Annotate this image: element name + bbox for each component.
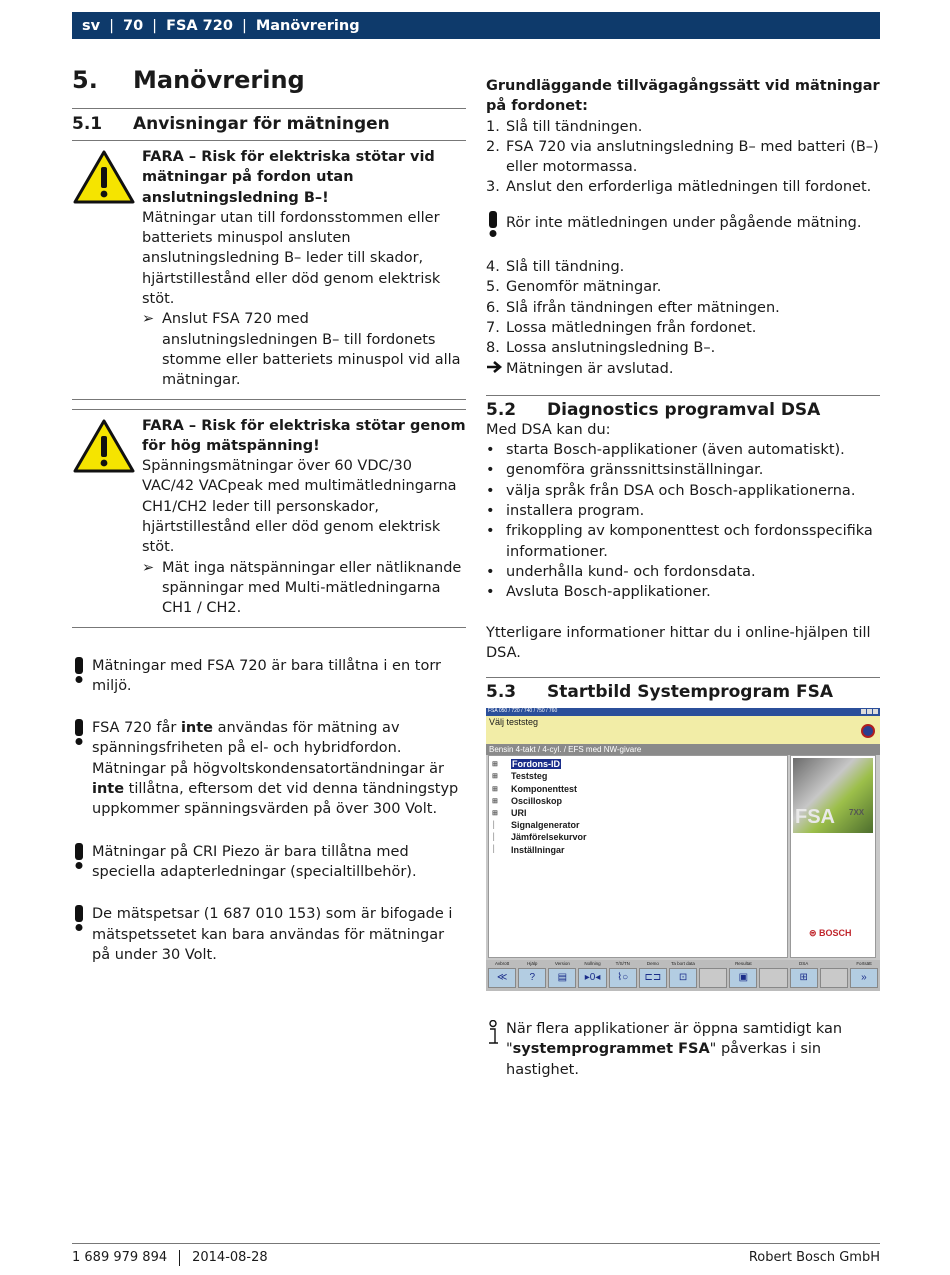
step-text: Genomför mätningar. [506,279,662,296]
danger-body: Spänningsmätningar över 60 VDC/30 VAC/42 VACpeak med multimätledningarna CH1/CH2 leder till personskador, hjärtstillestånd eller död genom elektrisk stöt. [142,458,457,556]
tree-item-label: Oscilloskop [511,795,563,806]
danger-action-text: Mät inga nätspänningar eller nätliknande spänningar med Multi-mätledningarna CH1 / CH2. [162,559,462,617]
toolbar-button[interactable] [548,961,576,988]
tree-item[interactable] [489,783,787,795]
tree-item-label: Komponenttest [511,783,577,794]
section-number: 5.3 [486,682,517,703]
footer-date: 2014-08-28 [192,1250,268,1265]
screenshot-heading: Välj teststeg [489,717,539,728]
section-title: Anvisningar för mätningen [133,114,390,134]
info-text: När flera applikationer är öppna samtidigt kan "systemprogrammet FSA" påverkas i sin hastighet. [506,1021,843,1078]
toolbar-button [699,968,727,988]
list-item-text: frikoppling av komponenttest och fordonsspecifika informationer. [506,523,873,560]
expand-icon: ⊞ [492,761,498,769]
divider [72,627,466,628]
toolbar-button-label: DSA [799,961,809,967]
minimize-icon [861,709,866,714]
globe-icon [861,724,875,738]
page-footer [72,1250,880,1266]
step-number: 5. [486,279,500,296]
toolbar-button-icon: ⊡ [678,972,688,984]
bullet-icon: • [486,482,495,499]
step-number: 2. [486,138,500,155]
exclamation-icon [72,718,92,819]
arrowhead-icon: ➢ [142,559,155,576]
toolbar-button[interactable] [609,961,637,988]
warning-triangle-icon [72,147,142,391]
warning-triangle-icon [72,416,142,619]
list-item-text: Avsluta Bosch-applikationer. [506,584,711,601]
brand-model: 7XX [849,808,865,818]
expand-icon: ⊞ [492,797,498,805]
exclamation-icon [72,842,92,883]
toolbar-button-label: Nollning [584,961,601,967]
danger-notice-1 [72,141,466,395]
list-item [486,440,880,460]
fsa-start-screen-screenshot [486,708,880,991]
list-item-text: genomföra gränssnittsinställningar. [506,462,764,479]
screenshot-tree [488,755,788,958]
arrowhead-icon: ➢ [142,311,155,328]
procedure-step [486,338,880,358]
result-text: Mätningen är avslutad. [506,360,674,377]
step-text: FSA 720 via anslutningsledning B– med batteri (B–) eller motormassa. [506,138,879,176]
procedure-step [486,117,880,137]
procedure-step [486,257,880,277]
header-section: Manövrering [255,17,360,34]
exclamation-icon [72,656,92,697]
step-text: Slå till tändningen. [506,118,643,135]
danger-notice-2 [72,410,466,623]
procedure-steps-4-8 [486,257,880,358]
chapter-number: 5. [72,66,98,94]
toolbar-button-label: Avbrott [494,961,510,967]
screenshot-heading-area [486,716,880,744]
toolbar-button[interactable] [518,961,546,988]
tree-item[interactable] [489,831,787,843]
toolbar-button-icon: ? [529,972,536,984]
chapter-title: Manövrering [133,66,305,94]
step-text: Slå till tändning. [506,259,625,276]
footer-company: Robert Bosch GmbH [748,1250,880,1265]
section-heading-5-2 [486,396,880,420]
dsa-more-info: Ytterligare informationer hittar du i online-hjälpen till DSA. [486,624,871,661]
tree-line-icon: │ [492,833,497,841]
chapter-heading [72,66,466,94]
left-column [72,66,466,965]
section-number: 5.1 [72,114,103,134]
section-title: Startbild Systemprogram FSA [547,682,833,703]
section-title: Diagnostics programval DSA [547,399,821,420]
procedure-step [486,177,880,197]
step-text: Lossa mätledningen från fordonet. [506,319,757,336]
toolbar-button-icon: ⊞ [799,972,808,984]
list-item [486,582,880,602]
step-number: 6. [486,299,500,316]
caution-text: Rör inte mätledningen under pågående mätning. [506,214,862,231]
tree-item[interactable] [489,758,787,770]
toolbar-button-label: Ta bort data [671,961,695,967]
procedure-step [486,277,880,297]
toolbar-button [820,968,848,988]
tree-item[interactable] [489,795,787,807]
tree-item[interactable] [489,770,787,782]
tree-item-label: Inställningar [511,844,565,855]
divider [72,399,466,400]
toolbar-button-icon: ▤ [557,972,568,984]
expand-icon: ⊞ [492,773,498,781]
bullet-icon: • [486,442,495,459]
exclamation-icon [486,210,506,243]
caution-note-2 [72,718,466,819]
toolbar-button-icon: » [861,972,867,984]
toolbar-button[interactable] [790,961,818,988]
bullet-icon: • [486,462,495,479]
toolbar-button-icon: ⊏⊐ [644,972,662,984]
caution-note [486,210,880,243]
footer-divider [72,1243,880,1244]
result-arrow-icon [486,359,506,381]
danger-action [142,558,466,619]
tree-item[interactable] [489,843,787,855]
danger-action [142,309,466,390]
caution-text: FSA 720 får inte användas för mätning av spänningsfriheten på el- och hybridfordon. Mätningar på högvoltskondensatortändningar är inte tillåtna, eftersom det vid denna tändningstyp uppkommer spänningsvärden på över 300 Volt. [92,720,459,818]
expand-icon: ⊞ [492,809,498,817]
tree-item-label: Jämförelsekurvor [511,832,587,843]
header-page-number: 70 [122,17,144,34]
step-number: 3. [486,179,500,196]
section-heading-5-1 [72,109,466,140]
caution-text: De mätspetsar (1 687 010 153) som är bifogade i mätspetssetet kan bara användas för mätningar på under 30 Volt. [92,906,453,963]
toolbar-button[interactable] [578,961,606,988]
tree-item-label: Fordons-ID [512,759,560,770]
list-item-text: välja språk från DSA och Bosch-applikationerna. [506,482,856,499]
procedure-steps-1-3 [486,117,880,198]
procedure-result [486,359,880,381]
screenshot-brand-panel [790,755,876,958]
caution-note-3 [72,842,466,883]
tree-item-label: URI [511,807,527,818]
toolbar-button[interactable] [639,961,667,988]
header-language: sv [82,17,101,34]
bullet-icon: • [486,563,495,580]
danger-body: Mätningar utan till fordonsstommen eller batteriets minuspol ansluten anslutningsledning B– leder till skador, hjärtstillestånd eller död genom elektrisk stöt. [142,209,441,308]
brand-fsa: FSA [795,806,835,829]
toolbar-button-label: Resultat [735,961,752,967]
list-item [486,521,880,562]
dsa-intro: Med DSA kan du: [486,421,611,438]
section-number: 5.2 [486,399,517,420]
toolbar-button-label: Fortsätt [856,961,872,967]
bosch-logo: ⊜ BOSCH [809,928,852,939]
tree-item-label: Teststeg [511,771,548,782]
list-item [486,481,880,501]
exclamation-icon [72,904,92,965]
danger-title: FARA – Risk för elektriska stötar genom för hög mätspänning! [142,417,466,454]
toolbar-button[interactable] [850,961,878,988]
header-product: FSA 720 [166,17,233,34]
procedure-step [486,137,880,178]
close-icon [873,709,878,714]
maximize-icon [867,709,872,714]
expand-icon: ⊞ [492,785,498,793]
step-number: 4. [486,259,500,276]
bullet-icon: • [486,584,495,601]
toolbar-button[interactable] [729,961,757,988]
toolbar-button [759,968,787,988]
list-item-text: installera program. [506,503,645,520]
screenshot-toolbar [486,960,880,991]
screenshot-breadcrumb: Bensin 4-takt / 4-cyl. / EFS med NW-givare [486,744,880,755]
danger-title: FARA – Risk för elektriska stötar vid mätningar på fordon utan anslutningsledning B–! [142,149,435,206]
right-column [486,76,880,1080]
list-item-text: underhålla kund- och fordonsdata. [506,563,756,580]
step-text: Slå ifrån tändningen efter mätningen. [506,299,780,316]
tree-item[interactable] [489,819,787,831]
list-item-text: starta Bosch-applikationer (även automatiskt). [506,442,845,459]
info-note [486,1019,880,1080]
list-item [486,460,880,480]
toolbar-button-label: Hjälp [527,961,538,967]
dsa-capabilities-list [486,440,880,602]
step-text: Lossa anslutningsledning B–. [506,340,716,357]
list-item [486,562,880,582]
toolbar-button-label: T/S/TN [615,961,630,967]
step-number: 8. [486,340,500,357]
section-heading-5-3 [486,678,880,702]
step-text: Anslut den erforderliga mätledningen till fordonet. [506,179,872,196]
info-icon [486,1019,506,1080]
toolbar-button-icon: ≪ [496,972,508,984]
caution-note-4 [72,904,466,965]
toolbar-button[interactable] [669,961,697,988]
caution-text: Mätningar med FSA 720 är bara tillåtna i en torr miljö. [92,657,441,694]
procedure-step [486,318,880,338]
toolbar-button-label: Version [554,961,570,967]
caution-text: Mätningar på CRI Piezo är bara tillåtna med speciella adapterledningar (specialtillbehör). [92,843,417,880]
step-number: 7. [486,319,500,336]
step-number: 1. [486,118,500,135]
tree-line-icon: │ [492,846,497,854]
footer-part-number: 1 689 979 894 [72,1250,168,1265]
procedure-title: Grundläggande tillvägagångssätt vid mätningar på fordonet: [486,78,880,115]
tree-item-label: Signalgenerator [511,820,580,831]
danger-action-text: Anslut FSA 720 med anslutningsledningen B– till fordonets stomme eller batteriets minuspol vid alla mätningar. [162,311,461,389]
bullet-icon: • [486,503,495,520]
bullet-icon: • [486,523,495,540]
toolbar-button-label: Demo [646,961,659,967]
toolbar-button-icon: ⌇○ [617,972,629,984]
toolbar-button-icon: ▸0◂ [584,972,601,984]
list-item [486,501,880,521]
caution-note-1 [72,656,466,697]
tree-line-icon: │ [492,821,497,829]
toolbar-button[interactable] [488,961,516,988]
screenshot-title-bar: FSA 050 / 720 / 740 / 750 / 760 [486,708,880,716]
tree-item[interactable] [489,807,787,819]
page-header-bar: sv | 70 | FSA 720 | Manövrering [72,12,880,39]
procedure-step [486,298,880,318]
toolbar-button-icon: ▣ [738,972,749,984]
